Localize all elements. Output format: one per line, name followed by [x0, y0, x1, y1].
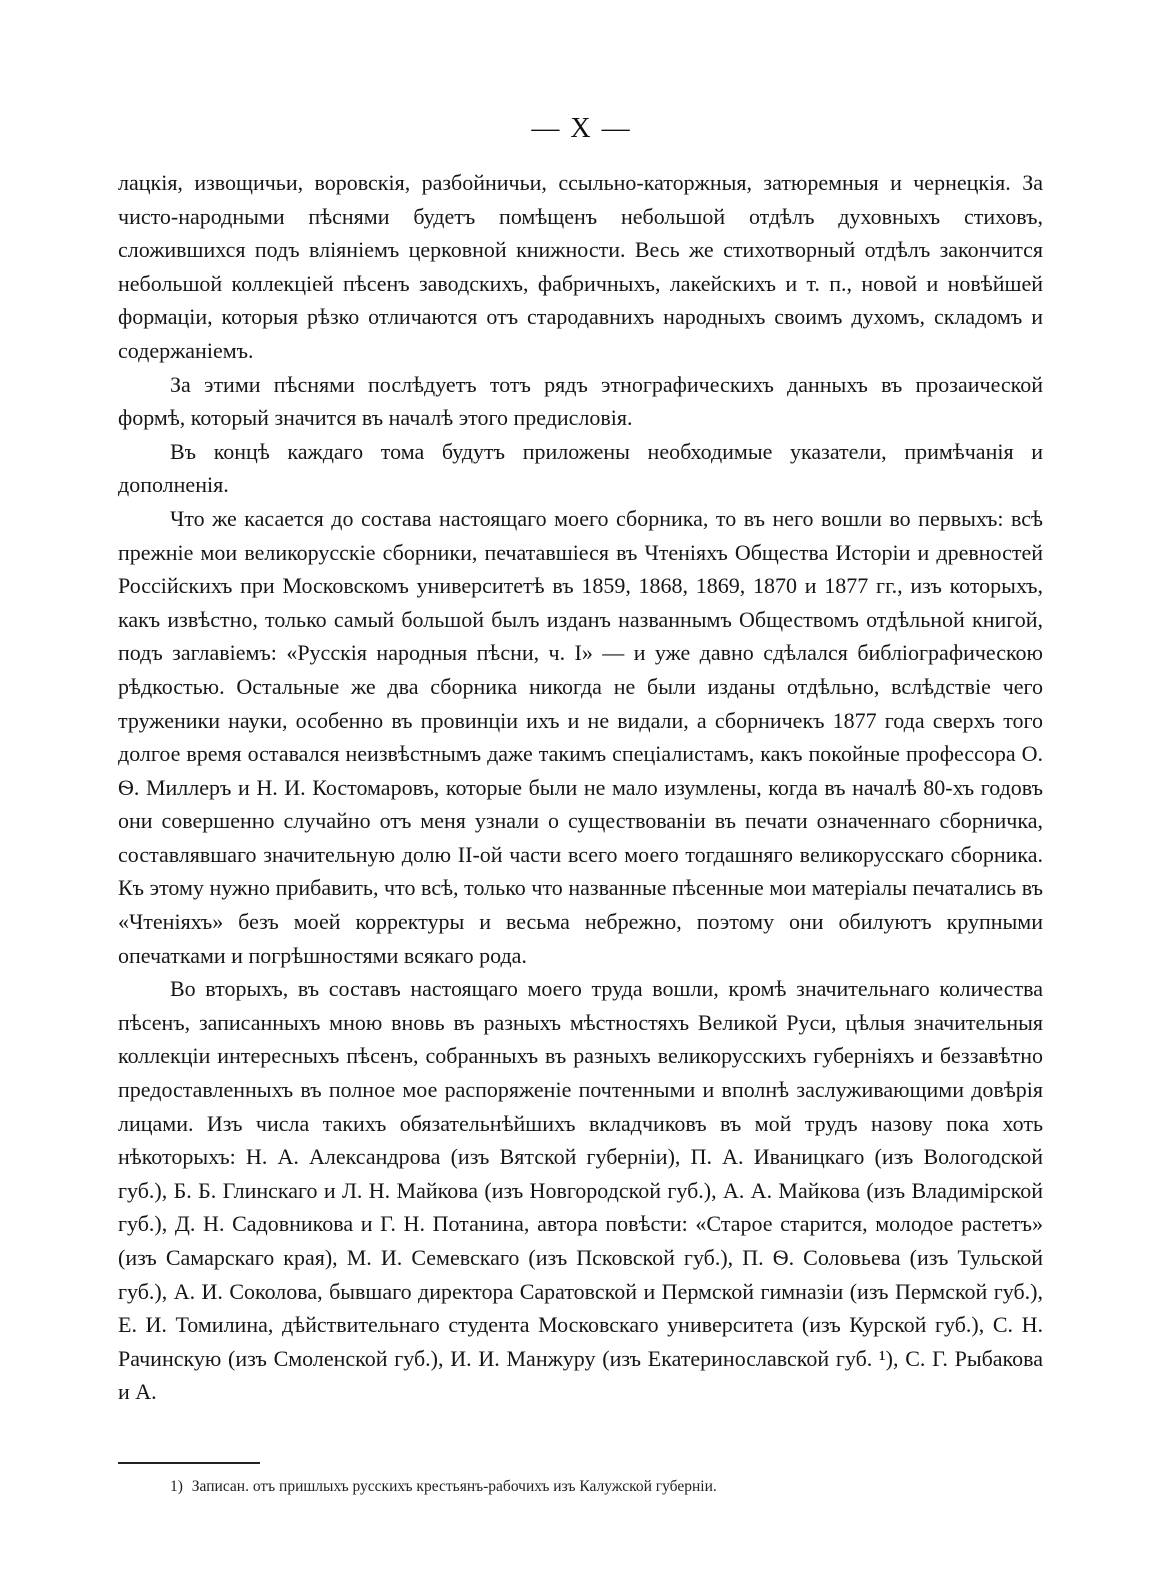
paragraph-indexes: Въ концѣ каждаго тома будутъ приложены необходимые указатели, примѣчанія и дополненія. [118, 438, 1043, 498]
page-number: — X — [531, 113, 632, 144]
footnote-text: Записан. отъ пришлыхъ русскихъ крестьянъ-рабочихъ изъ Калужской губерніи. [191, 1478, 717, 1495]
footnote-divider [118, 1462, 260, 1464]
paragraph-first-sources: Что же касается до состава настоящаго моего сборника, то въ него вошли во первыхъ: всѣ прежніе мои великорусскіе сборники, печатавшіеся въ Чтеніяхъ Общества Исторіи и древностей Россійскихъ при Московскомъ университетѣ въ 1859, 1868, 1869, 1870 и 1877 гг., изъ которыхъ, какъ извѣстно, только самый большой былъ изданъ названнымъ Обществомъ отдѣльной книгой, подъ заглавіемъ: «Русскія народныя пѣсни, ч. I» — и уже давно сдѣлался библіографическою рѣдкостью. Остальные же два сборника никогда не были изданы отдѣльно, вслѣдствіе чего труженики науки, особенно въ провинціи ихъ и не видали, а сборничекъ 1877 года сверхъ того долгое время оставался неизвѣстнымъ даже такимъ спеціалистамъ, какъ покойные профессора О. Ѳ. Миллеръ и Н. И. Костомаровъ, которые были не мало изумлены, когда въ началѣ 80-хъ годовъ они совершенно случайно отъ меня узнали о существованіи въ печати означеннаго сборничка, составлявшаго значительную долю II-ой части всего моего тогдашняго великорусскаго сборника. Къ этому нужно прибавить, что всѣ, только что названные пѣсенные мои матеріалы печатались въ «Чтеніяхъ» безъ моей корректуры и весьма небрежно, поэтому они обилуютъ крупными опечатками и погрѣшностями всякаго рода. [118, 505, 1043, 968]
paragraph-second-sources: Во вторыхъ, въ составъ настоящаго моего труда вошли, кромѣ значительнаго количества пѣсенъ, записанныхъ мною вновь въ разныхъ мѣстностяхъ Великой Руси, цѣлыя значительныя коллекціи интересныхъ пѣсенъ, собранныхъ въ разныхъ великорусскихъ губерніяхъ и беззавѣтно предоставленныхъ въ полное мое распоряженіе почтенными и вполнѣ заслуживающими довѣрія лицами. Изъ числа такихъ обязательнѣйшихъ вкладчиковъ въ мой трудъ назову пока хоть нѣкоторыхъ: Н. А. Александрова (изъ Вятской губерніи), П. А. Иваницкаго (изъ Вологодской губ.), Б. Б. Глинскаго и Л. Н. Майкова (изъ Новгородской губ.), А. А. Майкова (изъ Владимірской губ.), Д. Н. Садовникова и Г. Н. Потанина, автора повѣсти: «Старое старится, молодое растетъ» (изъ Самарскаго края), М. И. Семевскаго (изъ Псковской губ.), П. Ѳ. Соловьева (изъ Тульской губ.), А. И. Соколова, бывшаго директора Саратовской и Пермской гимназіи (изъ Пермской губ.), Е. И. Томилина, дѣйствительнаго студента Московскаго университета (изъ Курской губ.), С. Н. Рачинскую (изъ Смоленской губ.), И. И. Манжуру (изъ Екатеринославской губ. ¹), С. Г. Рыбакова и А. [118, 976, 1043, 1405]
body-text [118, 166, 1043, 1409]
paragraph-continued: лацкія, извощичьи, воровскія, разбойничьи, ссыльно-каторжныя, затюремныя и чернецкія. За чисто-народными пѣснями будетъ помѣщенъ небольшой отдѣлъ духовныхъ стиховъ, сложившихся подъ вліяніемъ церковной книжности. Весь же стихотворный отдѣлъ закончится небольшой коллекціей пѣсенъ заводскихъ, фабричныхъ, лакейскихъ и т. п., новой и новѣйшей формаціи, которыя рѣзко отличаются отъ стародавнихъ народныхъ своимъ духомъ, складомъ и содержаніемъ. [118, 170, 1043, 363]
paragraph-ethnographic-data: За этими пѣснями послѣдуетъ тотъ рядъ этнографическихъ данныхъ въ прозаической формѣ, который значится въ началѣ этого предисловія. [118, 371, 1043, 431]
footnote [170, 1476, 1050, 1498]
footnote-mark: 1) [170, 1478, 183, 1495]
